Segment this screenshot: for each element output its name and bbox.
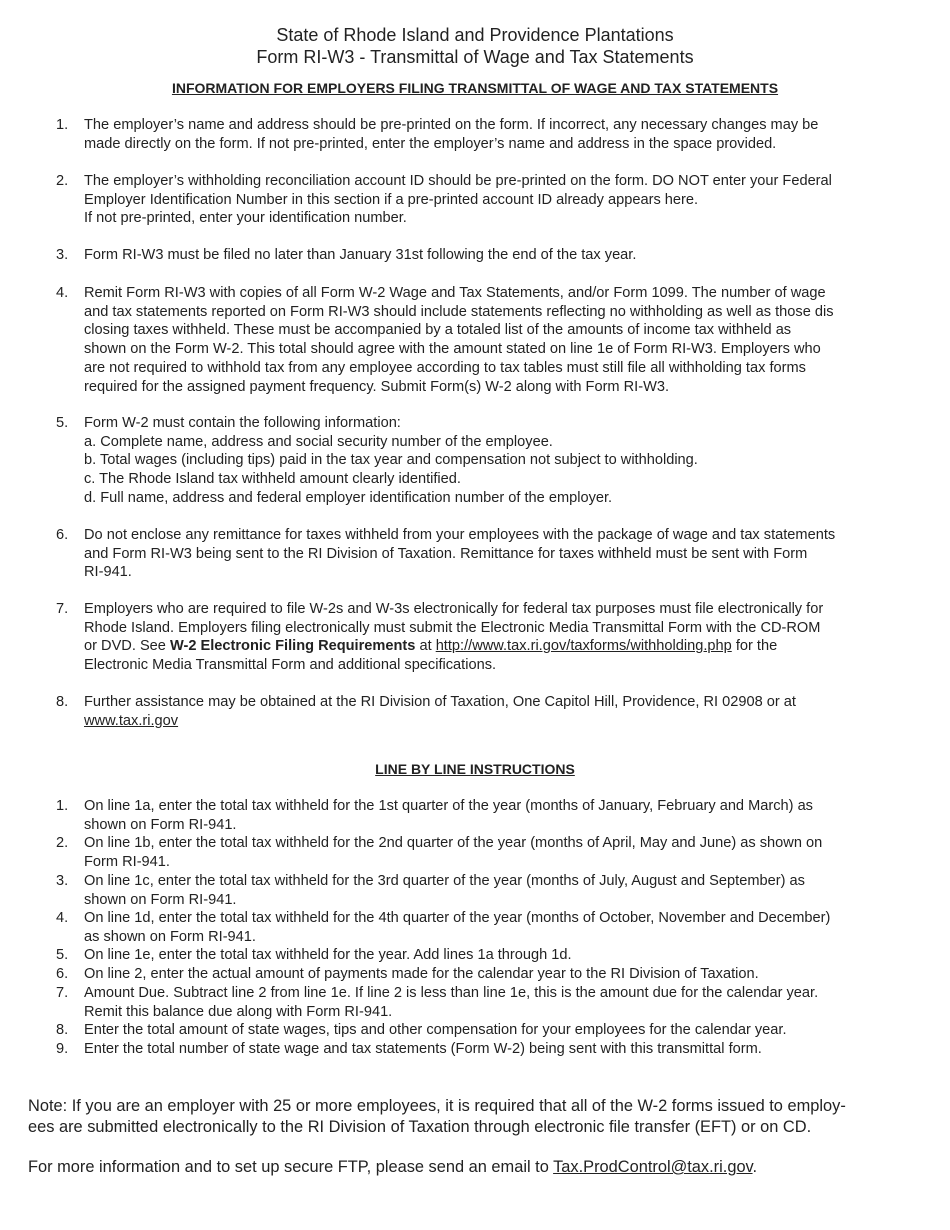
email-link[interactable]: Tax.ProdControl@tax.ri.gov	[553, 1158, 753, 1176]
info-item-3	[56, 246, 896, 265]
item-line: Enter the total number of state wage and tax statements (Form W-2) being sent with this transmittal form.	[84, 1041, 762, 1057]
item-number: 7.	[56, 601, 69, 617]
item-line: Form W-2 must contain the following information:	[84, 415, 401, 431]
item-subline-c: c. The Rhode Island tax withheld amount clearly identified.	[84, 471, 461, 488]
item-line: and Form RI-W3 being sent to the RI Division of Taxation. Remittance for taxes withheld must be sent with Form	[84, 545, 808, 562]
item-line: as shown on Form RI-941.	[84, 928, 256, 945]
item-line: Form RI-W3 must be filed no later than January 31st following the end of the tax year.	[84, 247, 637, 263]
item-line: shown on Form RI-941.	[84, 891, 237, 908]
withholding-forms-link[interactable]: http://www.tax.ri.gov/taxforms/withholding.php	[435, 638, 732, 655]
info-item-5	[56, 414, 896, 508]
item-number: 6.	[56, 527, 69, 543]
item-line: Form RI-941.	[84, 853, 170, 870]
ftp-text: For more information and to set up secure FTP, please send an email to	[28, 1158, 554, 1176]
item-line: shown on Form RI-941.	[84, 816, 237, 833]
info-item-8	[56, 693, 896, 730]
line-instruction-4	[56, 909, 896, 946]
item-line: Remit this balance due along with Form RI-941.	[84, 1003, 393, 1020]
item-number: 2.	[56, 835, 69, 851]
filing-requirements-label: W-2 Electronic Filing Requirements	[169, 638, 416, 655]
item-number: 1.	[56, 117, 69, 133]
item-number: 3.	[56, 247, 69, 263]
item-line: Rhode Island. Employers filing electronically must submit the Electronic Media Transmittal Form with the CD-ROM	[84, 619, 821, 636]
item-line: On line 1d, enter the total tax withheld for the 4th quarter of the year (months of October, November and December)	[84, 910, 831, 926]
item-line: Further assistance may be obtained at the RI Division of Taxation, One Capitol Hill, Providence, RI 02908 or at	[84, 694, 796, 710]
item-number: 3.	[56, 873, 69, 889]
form-title-heading: Form RI-W3 - Transmittal of Wage and Tax Statements	[256, 47, 694, 67]
item-number: 2.	[56, 173, 69, 189]
line-instruction-9	[56, 1040, 896, 1059]
item-line: Electronic Media Transmittal Form and additional specifications.	[84, 657, 497, 674]
electronic-filing-note	[28, 1096, 898, 1137]
item-number: 8.	[56, 1022, 69, 1038]
item-number: 5.	[56, 947, 69, 963]
item-number: 9.	[56, 1041, 69, 1057]
item-text: or DVD. See	[84, 638, 170, 655]
item-number: 5.	[56, 415, 69, 431]
info-item-1	[56, 116, 896, 153]
form-state-heading: State of Rhode Island and Providence Plantations	[276, 25, 674, 45]
info-item-6	[56, 526, 896, 582]
item-line: On line 2, enter the actual amount of payments made for the calendar year to the RI Division of Taxation.	[84, 966, 759, 982]
line-instruction-8	[56, 1021, 896, 1040]
item-line: are not required to withhold tax from any employee according to tax tables must still file all withholding tax forms	[84, 359, 806, 376]
item-number: 4.	[56, 910, 69, 926]
item-line: The employer’s withholding reconciliation account ID should be pre-printed on the form. DO NOT enter your Federal	[84, 173, 832, 189]
note-line: ees are submitted electronically to the RI Division of Taxation through electronic file transfer (EFT) or on CD.	[28, 1117, 812, 1136]
line-by-line-title: LINE BY LINE INSTRUCTIONS	[375, 761, 575, 777]
item-line: On line 1b, enter the total tax withheld for the 2nd quarter of the year (months of April, May and June) as shown on	[84, 835, 823, 851]
line-instruction-7	[56, 984, 896, 1021]
item-number: 8.	[56, 694, 69, 710]
item-line: shown on the Form W-2. This total should agree with the amount stated on line 1e of Form RI-W3. Employers who	[84, 341, 821, 358]
item-line: The employer’s name and address should be pre-printed on the form. If incorrect, any necessary changes may be	[84, 117, 819, 133]
item-line: closing taxes withheld. These must be accompanied by a totaled list of the amounts of income tax withheld as	[84, 322, 792, 339]
line-instruction-1	[56, 797, 896, 834]
ftp-contact-note	[28, 1157, 898, 1178]
note-line: Note: If you are an employer with 25 or more employees, it is required that all of the W-2 forms issued to employ-	[28, 1097, 846, 1115]
item-subline-d: d. Full name, address and federal employer identification number of the employer.	[84, 489, 613, 506]
item-number: 1.	[56, 798, 69, 814]
item-line: and tax statements reported on Form RI-W3 should include statements reflecting no withholding as well as those dis	[84, 303, 834, 320]
item-line: Amount Due. Subtract line 2 from line 1e. If line 2 is less than line 1e, this is the amount due for the calendar year.	[84, 985, 819, 1001]
item-subline-a: a. Complete name, address and social security number of the employee.	[84, 433, 553, 450]
item-line: Employer Identification Number in this section if a pre-printed account ID already appears here.	[84, 191, 699, 208]
info-section-title: INFORMATION FOR EMPLOYERS FILING TRANSMITTAL OF WAGE AND TAX STATEMENTS	[171, 80, 779, 96]
info-item-7	[56, 600, 896, 675]
item-line: required for the assigned payment frequency. Submit Form(s) W-2 along with Form RI-W3.	[84, 378, 670, 395]
item-line: RI-941.	[84, 564, 132, 581]
item-text: for the	[731, 638, 778, 655]
item-number: 6.	[56, 966, 69, 982]
item-line: On line 1e, enter the total tax withheld for the year. Add lines 1a through 1d.	[84, 947, 572, 963]
item-text: at	[415, 638, 436, 655]
info-item-2	[56, 172, 896, 228]
item-line	[84, 637, 896, 656]
item-line: Remit Form RI-W3 with copies of all Form W-2 Wage and Tax Statements, and/or Form 1099. The number of wage	[84, 285, 826, 301]
line-instruction-2	[56, 834, 896, 871]
item-line: On line 1c, enter the total tax withheld for the 3rd quarter of the year (months of July, August and September) as	[84, 873, 805, 889]
item-line: If not pre-printed, enter your identification number.	[84, 210, 407, 227]
tax-website-link[interactable]: www.tax.ri.gov	[84, 712, 179, 729]
item-line: Do not enclose any remittance for taxes withheld from your employees with the package of wage and tax statements	[84, 527, 836, 543]
line-instruction-3	[56, 872, 896, 909]
ftp-text-end: .	[752, 1158, 758, 1176]
item-number: 4.	[56, 285, 69, 301]
item-line: Employers who are required to file W-2s and W-3s electronically for federal tax purposes must file electronically for	[84, 601, 824, 617]
line-instruction-6	[56, 965, 896, 984]
item-line: Enter the total amount of state wages, tips and other compensation for your employees for the calendar year.	[84, 1022, 787, 1038]
info-item-4	[56, 284, 896, 396]
line-instruction-5	[56, 946, 896, 965]
item-line: On line 1a, enter the total tax withheld for the 1st quarter of the year (months of January, February and March) as	[84, 798, 813, 814]
item-number: 7.	[56, 985, 69, 1001]
item-line: made directly on the form. If not pre-printed, enter the employer’s name and address in the space provided.	[84, 135, 777, 152]
item-subline-b: b. Total wages (including tips) paid in the tax year and compensation not subject to withholding.	[84, 452, 698, 469]
